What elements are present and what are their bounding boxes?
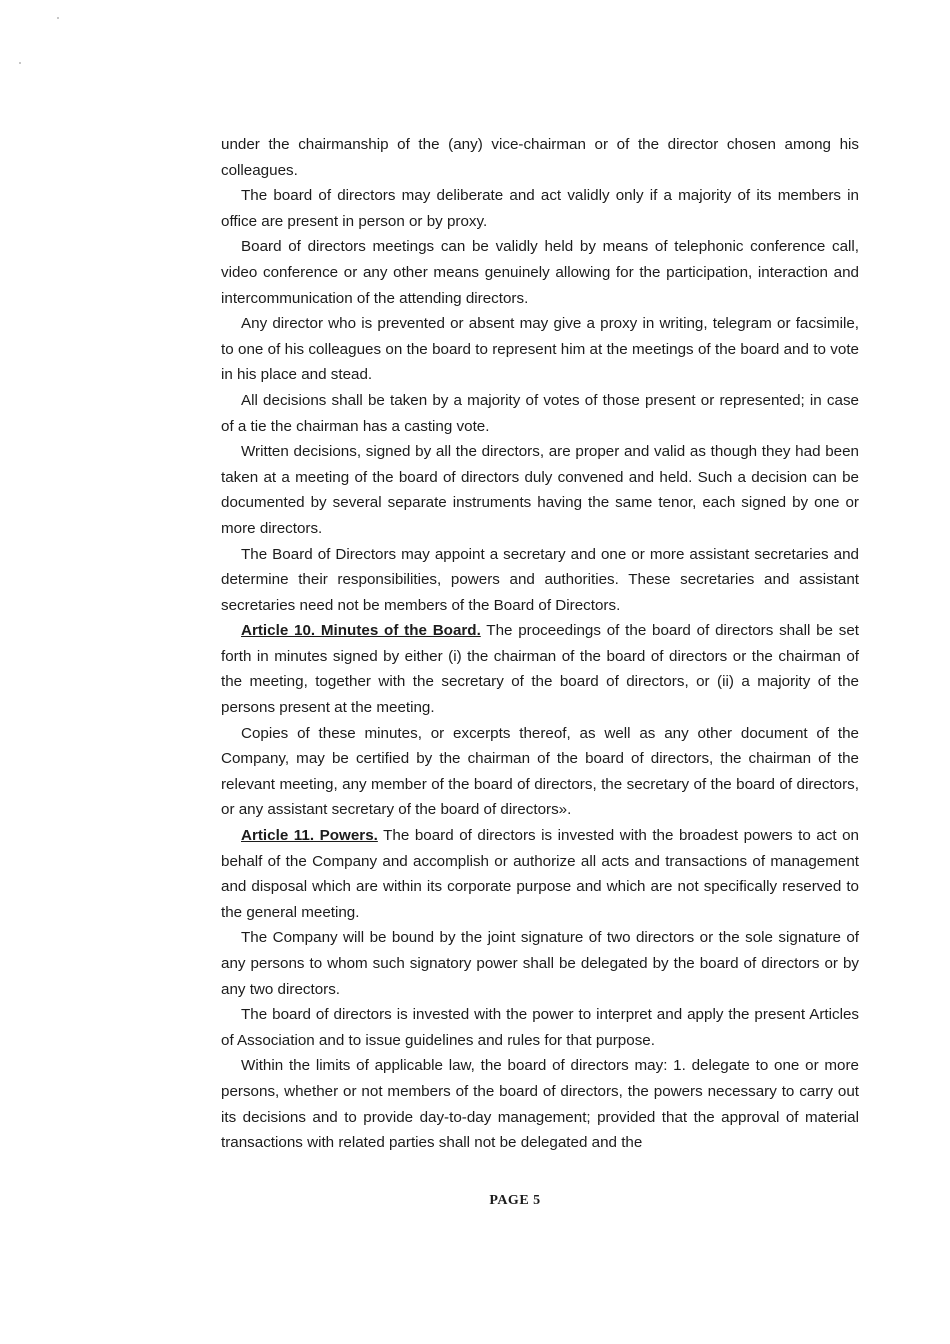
paragraph-text: The board of directors may deliberate and act validly only if a majority of its members in office are present in person or by proxy. [221, 187, 859, 230]
document-body [221, 132, 859, 1156]
body-paragraph [221, 721, 859, 823]
paragraph-text: The Board of Directors may appoint a secretary and one or more assistant secretaries and determine their responsibilities, powers and authorities. These secretaries and assistant secretaries need not be members of the Board of Directors. [221, 545, 859, 614]
paragraph-text: Any director who is prevented or absent may give a proxy in writing, telegram or facsimile, to one of his colleagues on the board to represent him at the meetings of the board and to vote in his place and stead. [221, 315, 859, 384]
article-paragraph [221, 823, 859, 925]
article-heading: Article 10. Minutes of the Board. [241, 622, 481, 640]
article-heading: Article 11. Powers. [241, 827, 378, 845]
body-paragraph [221, 925, 859, 1002]
body-paragraph [221, 1053, 859, 1155]
body-paragraph [221, 234, 859, 311]
body-paragraph [221, 1002, 859, 1053]
paragraph-text: All decisions shall be taken by a majority of votes of those present or represented; in case of a tie the chairman has a casting vote. [221, 391, 859, 435]
paragraph-text: Copies of these minutes, or excerpts thereof, as well as any other document of the Company, may be certified by the chairman of the board of directors, the chairman of the relevant meeting, any member of the board of directors, the secretary of the board of directors, or any assistant secretary of the board of directors». [221, 724, 859, 819]
paragraph-text: The board of directors is invested with the power to interpret and apply the present Articles of Association and to issue guidelines and rules for that purpose. [221, 1006, 859, 1049]
body-paragraph [221, 311, 859, 388]
paragraph-text: Written decisions, signed by all the directors, are proper and valid as though they had been taken at a meeting of the board of directors duly convened and held. Such a decision can be documented by several separate instruments having the same tenor, each signed by one or more directors. [221, 443, 859, 537]
body-paragraph [221, 183, 859, 234]
scan-speck [19, 62, 21, 64]
page-number: PAGE 5 [489, 1193, 541, 1208]
body-paragraph [221, 132, 859, 183]
paragraph-text: Board of directors meetings can be validly held by means of telephonic conference call, video conference or any other means genuinely allowing for the participation, interaction and intercommunication of the attending directors. [221, 238, 859, 307]
body-paragraph [221, 542, 859, 619]
body-paragraph [221, 388, 859, 439]
scan-speck [57, 17, 59, 19]
paragraph-text: The proceedings of the board of directors shall be set forth in minutes signed by either (i) the chairman of the board of directors or the chairman of the meeting, together with the secretary of the board of directors, or (ii) a majority of the persons present at the meeting. [221, 622, 859, 717]
paragraph-text: Within the limits of applicable law, the board of directors may: 1. delegate to one or more persons, whether or not members of the board of directors, the powers necessary to carry out its decisions and to provide day-to-day management; provided that the approval of material transactions with related parties shall not be delegated and the [221, 1057, 859, 1152]
paragraph-text: The Company will be bound by the joint signature of two directors or the sole signature of any persons to whom such signatory power shall be delegated by the board of directors or by any two directors. [221, 929, 859, 998]
article-paragraph [221, 618, 859, 720]
body-paragraph [221, 439, 859, 541]
paragraph-text: under the chairmanship of the (any) vice-chairman or of the director chosen among his colleagues. [221, 136, 859, 179]
paragraph-text: The board of directors is invested with the broadest powers to act on behalf of the Company and accomplish or authorize all acts and transactions of management and disposal which are within its corporate purpose and which are not specifically reserved to the general meeting. [221, 827, 859, 921]
